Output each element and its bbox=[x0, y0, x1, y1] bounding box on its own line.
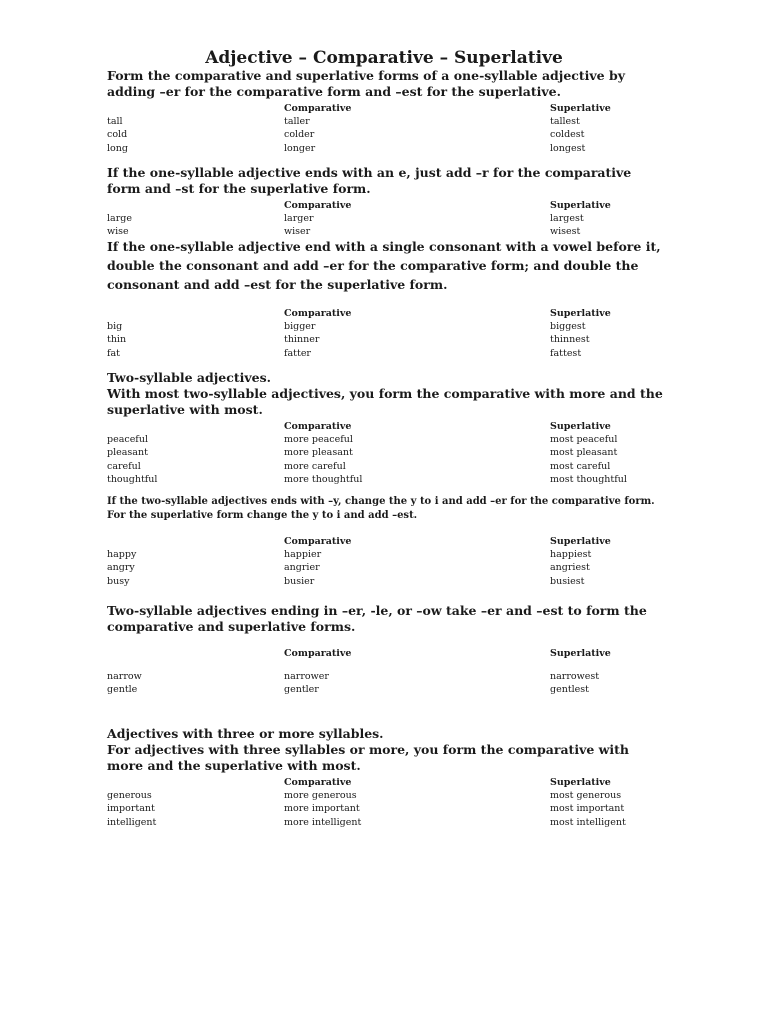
adjective-cell: long bbox=[107, 142, 128, 154]
forms-table bbox=[107, 647, 667, 697]
comparative-cell: more intelligent bbox=[284, 816, 362, 828]
comparative-cell: gentler bbox=[284, 684, 319, 696]
superlative-cell: busiest bbox=[550, 575, 585, 587]
table-row bbox=[107, 320, 667, 333]
superlative-cell: gentlest bbox=[550, 684, 589, 696]
comparative-cell: more thoughtful bbox=[284, 473, 363, 485]
superlative-header: Superlative bbox=[550, 308, 611, 319]
page-title: Adjective – Comparative – Superlative bbox=[205, 48, 563, 68]
forms-table bbox=[107, 420, 667, 486]
forms-table bbox=[107, 776, 667, 829]
table-row bbox=[107, 433, 667, 446]
table-row bbox=[107, 446, 667, 459]
table-row bbox=[107, 115, 667, 128]
section-ends-with-e bbox=[107, 165, 667, 239]
table-row bbox=[107, 347, 667, 360]
section-ends-with-y bbox=[107, 495, 667, 588]
superlative-cell: fattest bbox=[550, 347, 582, 359]
superlative-cell: most important bbox=[550, 803, 625, 815]
superlative-cell: biggest bbox=[550, 321, 586, 333]
table-row bbox=[107, 670, 667, 683]
comparative-cell: more careful bbox=[284, 460, 346, 472]
table-row bbox=[107, 683, 667, 696]
superlative-header: Superlative bbox=[550, 103, 611, 114]
comparative-cell: wiser bbox=[284, 226, 311, 238]
superlative-header: Superlative bbox=[550, 421, 611, 432]
adjective-cell: gentle bbox=[107, 684, 138, 696]
superlative-cell: most generous bbox=[550, 790, 622, 802]
superlative-cell: tallest bbox=[550, 116, 580, 128]
superlative-header: Superlative bbox=[550, 200, 611, 211]
adjective-cell: angry bbox=[107, 562, 135, 574]
table-row bbox=[107, 802, 667, 815]
table-row bbox=[107, 561, 667, 574]
table-row bbox=[107, 142, 667, 155]
adjective-cell: peaceful bbox=[107, 434, 148, 446]
section-two-syllable bbox=[107, 370, 667, 486]
table-row bbox=[107, 575, 667, 588]
comparative-header: Comparative bbox=[284, 200, 352, 211]
comparative-header: Comparative bbox=[284, 777, 352, 788]
table-header bbox=[107, 776, 667, 789]
superlative-header: Superlative bbox=[550, 536, 611, 547]
adjective-cell: cold bbox=[107, 129, 128, 141]
section-intro: Two-syllable adjectives ending in –er, -le, or –ow take –er and –est to form the comparative and superlative forms. bbox=[107, 603, 647, 634]
adjective-cell: large bbox=[107, 213, 132, 225]
section-intro: With most two-syllable adjectives, you form the comparative with more and the superlative with most. bbox=[107, 386, 663, 417]
section-er-le-ow bbox=[107, 603, 667, 697]
table-header bbox=[107, 199, 667, 212]
table-row bbox=[107, 333, 667, 346]
table-row bbox=[107, 212, 667, 225]
comparative-cell: happier bbox=[284, 549, 322, 561]
section-double-consonant bbox=[107, 237, 667, 360]
comparative-cell: larger bbox=[284, 213, 314, 225]
comparative-cell: taller bbox=[284, 116, 310, 128]
table-header bbox=[107, 307, 667, 320]
adjective-cell: narrow bbox=[107, 671, 142, 683]
adjective-cell: tall bbox=[107, 116, 123, 128]
superlative-cell: coldest bbox=[550, 129, 585, 141]
comparative-header: Comparative bbox=[284, 103, 352, 114]
superlative-cell: wisest bbox=[550, 226, 581, 238]
comparative-header: Comparative bbox=[284, 648, 352, 659]
table-row bbox=[107, 548, 667, 561]
superlative-cell: most peaceful bbox=[550, 434, 618, 446]
adjective-cell: important bbox=[107, 803, 155, 815]
superlative-cell: most careful bbox=[550, 460, 611, 472]
adjective-cell: fat bbox=[107, 347, 120, 359]
section-heading: Two-syllable adjectives. bbox=[107, 370, 271, 385]
adjective-cell: intelligent bbox=[107, 816, 157, 828]
comparative-cell: angrier bbox=[284, 562, 320, 574]
comparative-cell: narrower bbox=[284, 671, 329, 683]
table-row bbox=[107, 460, 667, 473]
adjective-cell: happy bbox=[107, 549, 137, 561]
section-intro: Form the comparative and superlative forms of a one-syllable adjective by adding –er for the comparative form and –est for the superlative. bbox=[107, 68, 625, 99]
section-intro: If the two-syllable adjectives ends with –y, change the y to i and add –er for the comparative form. For the superlative form change the y to i and add –est. bbox=[107, 496, 655, 521]
comparative-cell: more important bbox=[284, 803, 360, 815]
adjective-cell: busy bbox=[107, 575, 130, 587]
section-one-syllable bbox=[107, 68, 667, 155]
table-row bbox=[107, 789, 667, 802]
comparative-cell: thinner bbox=[284, 334, 320, 346]
adjective-cell: thin bbox=[107, 334, 127, 346]
superlative-cell: most intelligent bbox=[550, 816, 626, 828]
adjective-cell: big bbox=[107, 321, 123, 333]
superlative-cell: happiest bbox=[550, 549, 592, 561]
section-three-syllables bbox=[107, 726, 667, 829]
table-row bbox=[107, 128, 667, 141]
adjective-cell: wise bbox=[107, 226, 129, 238]
superlative-cell: most thoughtful bbox=[550, 473, 627, 485]
forms-table bbox=[107, 535, 667, 588]
section-heading: Adjectives with three or more syllables. bbox=[107, 726, 384, 741]
superlative-cell: longest bbox=[550, 142, 586, 154]
section-intro: If the one-syllable adjective end with a single consonant with a vowel before it, double the consonant and add –er for the comparative form; and double the consonant and add –est for the superlative form. bbox=[107, 239, 661, 292]
comparative-cell: longer bbox=[284, 142, 316, 154]
comparative-header: Comparative bbox=[284, 308, 352, 319]
adjective-cell: careful bbox=[107, 460, 141, 472]
superlative-cell: largest bbox=[550, 213, 584, 225]
superlative-cell: thinnest bbox=[550, 334, 590, 346]
forms-table bbox=[107, 102, 667, 155]
table-header bbox=[107, 535, 667, 548]
comparative-cell: fatter bbox=[284, 347, 311, 359]
comparative-cell: colder bbox=[284, 129, 315, 141]
table-header bbox=[107, 102, 667, 115]
adjective-cell: pleasant bbox=[107, 447, 148, 459]
table-row bbox=[107, 473, 667, 486]
comparative-cell: more generous bbox=[284, 790, 357, 802]
comparative-cell: busier bbox=[284, 575, 315, 587]
comparative-header: Comparative bbox=[284, 536, 352, 547]
superlative-header: Superlative bbox=[550, 777, 611, 788]
superlative-header: Superlative bbox=[550, 648, 611, 659]
section-intro: For adjectives with three syllables or more, you form the comparative with more and the superlative with most. bbox=[107, 742, 630, 773]
table-header bbox=[107, 647, 667, 660]
comparative-cell: bigger bbox=[284, 321, 316, 333]
superlative-cell: narrowest bbox=[550, 671, 600, 683]
superlative-cell: angriest bbox=[550, 562, 590, 574]
adjective-cell: generous bbox=[107, 790, 152, 802]
superlative-cell: most pleasant bbox=[550, 447, 618, 459]
forms-table bbox=[107, 307, 667, 360]
section-intro: If the one-syllable adjective ends with an e, just add –r for the comparative form and –st for the superlative form. bbox=[107, 165, 632, 196]
comparative-cell: more pleasant bbox=[284, 447, 353, 459]
forms-table bbox=[107, 199, 667, 239]
table-row bbox=[107, 816, 667, 829]
adjective-cell: thoughtful bbox=[107, 473, 158, 485]
table-header bbox=[107, 420, 667, 433]
comparative-cell: more peaceful bbox=[284, 434, 353, 446]
comparative-header: Comparative bbox=[284, 421, 352, 432]
